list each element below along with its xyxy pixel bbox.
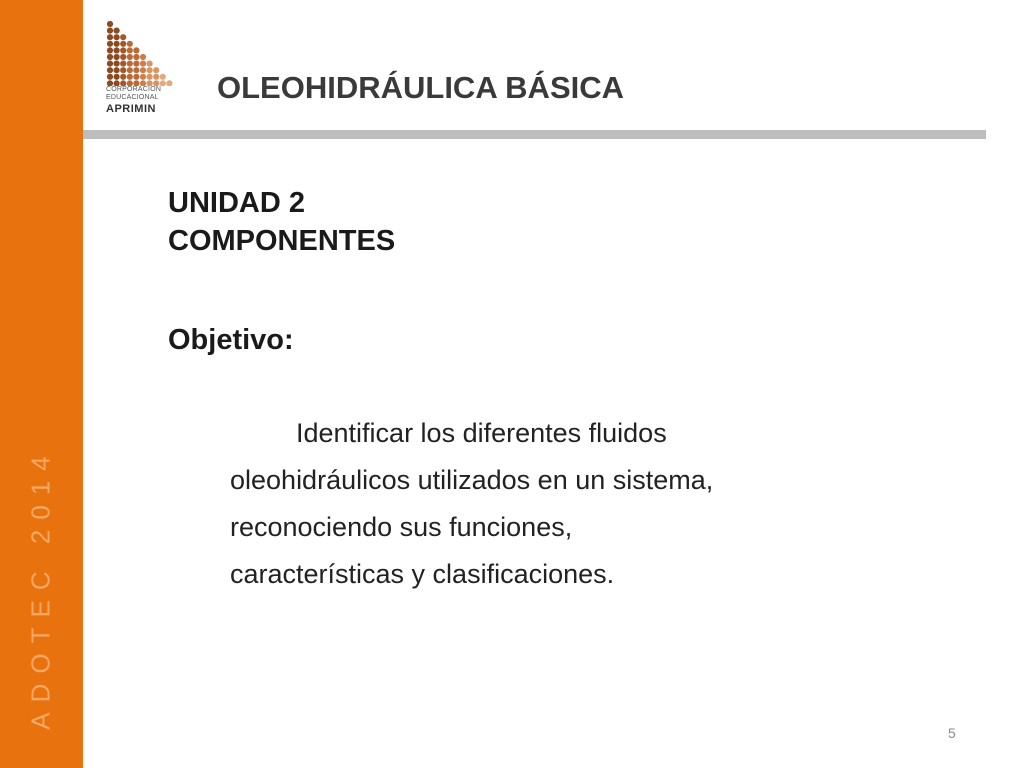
logo-dot bbox=[153, 74, 159, 80]
logo-dot bbox=[127, 41, 133, 47]
unit-number: UNIDAD 2 bbox=[168, 187, 305, 219]
logo-dot bbox=[133, 47, 139, 53]
logo-dot bbox=[140, 67, 146, 73]
logo-dot bbox=[114, 34, 120, 40]
logo-dot bbox=[120, 41, 126, 47]
logo-dot bbox=[114, 54, 120, 60]
objective-line: características y clasificaciones. bbox=[230, 559, 615, 589]
unit-heading bbox=[168, 184, 395, 260]
logo-text-educacional: EDUCACIONAL bbox=[106, 94, 159, 101]
logo-dot bbox=[140, 74, 146, 80]
logo-dot bbox=[107, 47, 113, 53]
objective-line: Identificar los diferentes fluidos bbox=[296, 418, 667, 448]
logo-dot bbox=[120, 54, 126, 60]
logo-dot bbox=[147, 74, 153, 80]
logo-dot bbox=[127, 67, 133, 73]
page-number: 5 bbox=[948, 725, 956, 741]
logo-dot bbox=[120, 67, 126, 73]
logo-dot bbox=[133, 74, 139, 80]
logo-dot bbox=[114, 41, 120, 47]
dotted-triangle-logo-icon bbox=[106, 20, 176, 86]
logo-dot bbox=[107, 54, 113, 60]
logo-dot bbox=[114, 74, 120, 80]
logo-dot bbox=[127, 54, 133, 60]
objective-label: Objetivo: bbox=[168, 324, 294, 356]
logo-dot bbox=[127, 74, 133, 80]
logo-dot bbox=[114, 67, 120, 73]
header-title: OLEOHIDRÁULICA BÁSICA bbox=[217, 70, 625, 105]
logo-dot bbox=[114, 28, 120, 34]
logo-dot bbox=[107, 28, 113, 34]
logo-dot bbox=[133, 67, 139, 73]
logo-dot bbox=[153, 67, 159, 73]
objective-text bbox=[230, 410, 890, 598]
logo-dot bbox=[133, 54, 139, 60]
logo-dot bbox=[120, 47, 126, 53]
logo-text-corporacion: CORPORACION bbox=[106, 86, 162, 93]
logo-dot bbox=[107, 61, 113, 67]
logo-dot bbox=[140, 61, 146, 67]
logo-dot bbox=[147, 67, 153, 73]
logo-dot bbox=[107, 34, 113, 40]
side-bar-label: ADOTEC 2014 bbox=[25, 446, 56, 730]
header-divider bbox=[83, 130, 986, 139]
logo-dot bbox=[107, 41, 113, 47]
objective-line: oleohidráulicos utilizados en un sistema, bbox=[230, 465, 714, 495]
logo-dot bbox=[107, 74, 113, 80]
unit-title: COMPONENTES bbox=[168, 225, 396, 257]
logo-dot bbox=[120, 34, 126, 40]
logo-dot bbox=[107, 21, 113, 27]
logo-dot bbox=[127, 61, 133, 67]
logo-dot bbox=[114, 61, 120, 67]
logo-dot bbox=[140, 54, 146, 60]
logo-dot bbox=[133, 61, 139, 67]
logo-brand-aprimin: APRIMIN bbox=[106, 103, 156, 115]
logo-dot bbox=[160, 74, 166, 80]
aprimin-logo bbox=[106, 20, 176, 120]
logo-dot bbox=[127, 47, 133, 53]
logo-dot bbox=[147, 61, 153, 67]
logo-dot bbox=[107, 67, 113, 73]
logo-dot bbox=[114, 47, 120, 53]
objective-line: reconociendo sus funciones, bbox=[230, 512, 573, 542]
logo-dot bbox=[120, 74, 126, 80]
logo-dot bbox=[120, 61, 126, 67]
